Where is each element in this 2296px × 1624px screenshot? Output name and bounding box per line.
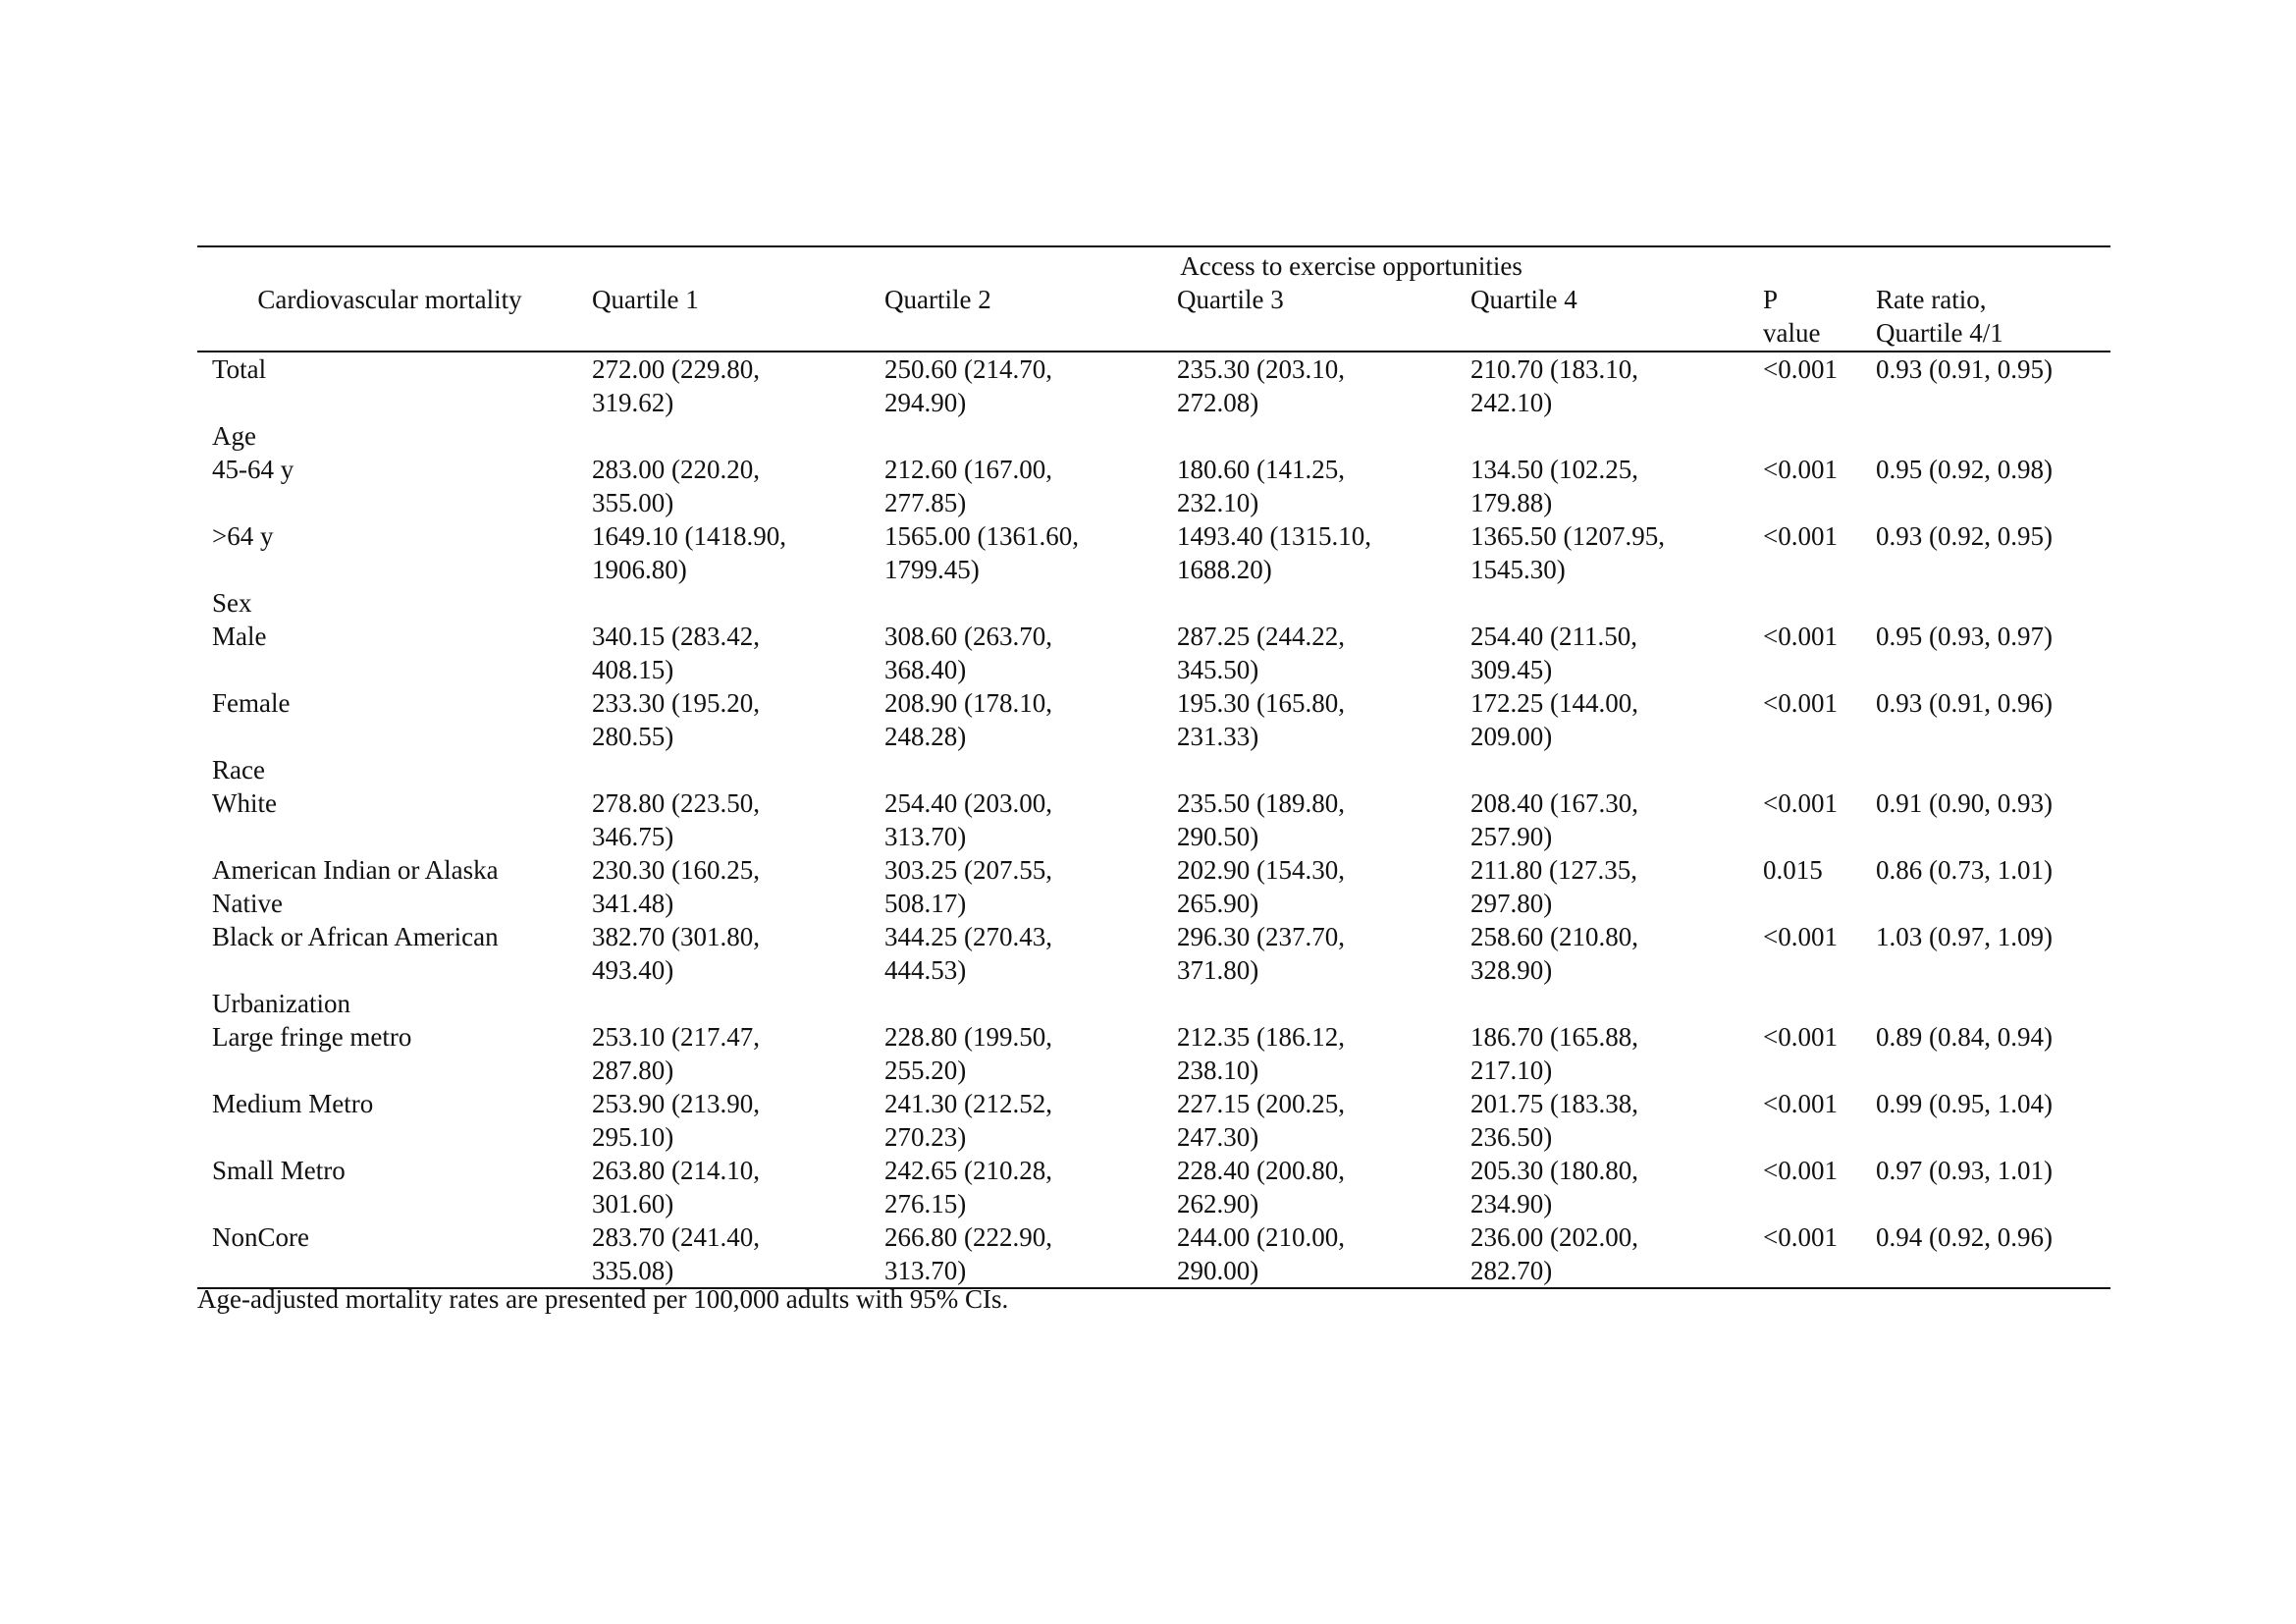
cell-q1: [592, 786, 884, 853]
cell-label: [197, 686, 592, 753]
cell-q4: [1470, 920, 1763, 987]
cell-label-text: Sex: [212, 588, 252, 618]
cell-q3-text: 227.15 (200.25, 247.30): [1177, 1089, 1345, 1152]
cell-q4: [1470, 987, 1763, 1020]
cell-q1: [592, 519, 884, 586]
cell-q3-text: 1493.40 (1315.10, 1688.20): [1177, 521, 1371, 584]
cell-label: [197, 453, 592, 519]
cell-q3-text: 180.60 (141.25, 232.10): [1177, 455, 1345, 517]
cell-q2-text: 344.25 (270.43, 444.53): [884, 922, 1052, 985]
cell-q3-text: 244.00 (210.00, 290.00): [1177, 1222, 1345, 1285]
cell-label-text: >64 y: [212, 521, 274, 551]
cell-q2: [884, 1220, 1177, 1288]
cell-q1: [592, 419, 884, 453]
cell-label: [197, 1087, 592, 1154]
cell-q2: [884, 1087, 1177, 1154]
p-header-line1: P: [1763, 285, 1779, 314]
cell-q2-text: 1565.00 (1361.60, 1799.45): [884, 521, 1079, 584]
cell-label-text: Total: [212, 354, 267, 384]
cell-rr-text: 0.95 (0.93, 0.97): [1876, 622, 2053, 651]
table-footnote: Age-adjusted mortality rates are presented per 100,000 adults with 95% CIs.: [197, 1284, 1009, 1314]
cell-rr: [1876, 1020, 2110, 1087]
cell-label-text: Female: [212, 688, 291, 718]
cell-p: [1763, 686, 1876, 753]
cell-q2-text: 241.30 (212.52, 270.23): [884, 1089, 1052, 1152]
cell-label-text: 45-64 y: [212, 455, 294, 484]
cell-q2: [884, 753, 1177, 786]
table-row: [197, 453, 2110, 519]
table-header: [197, 246, 2110, 352]
cell-label: [197, 1154, 592, 1220]
cell-q1: [592, 1020, 884, 1087]
cell-rr-text: 0.93 (0.91, 0.96): [1876, 688, 2053, 718]
cell-label-text: Age: [212, 421, 256, 451]
cell-p-text: <0.001: [1763, 1222, 1838, 1252]
cell-q3: [1177, 352, 1470, 419]
cell-rr-text: 1.03 (0.97, 1.09): [1876, 922, 2053, 951]
cell-q3: [1177, 920, 1470, 987]
cell-rr: [1876, 686, 2110, 753]
table-row: [197, 853, 2110, 920]
cell-p: [1763, 1154, 1876, 1220]
cell-label-text: White: [212, 788, 277, 818]
cell-q3: [1177, 453, 1470, 519]
table-row: [197, 1020, 2110, 1087]
cell-rr: [1876, 853, 2110, 920]
cell-p: [1763, 920, 1876, 987]
column-header-q1: Quartile 1: [592, 283, 884, 352]
cell-rr: [1876, 519, 2110, 586]
cell-q2: [884, 786, 1177, 853]
cell-q4: [1470, 620, 1763, 686]
cell-rr-text: 0.93 (0.92, 0.95): [1876, 521, 2053, 551]
cell-q4: [1470, 586, 1763, 620]
cell-q3-text: 228.40 (200.80, 262.90): [1177, 1156, 1345, 1218]
cell-q1: [592, 920, 884, 987]
cell-q2: [884, 586, 1177, 620]
table-row: [197, 586, 2110, 620]
cell-q1-text: 230.30 (160.25, 341.48): [592, 855, 760, 918]
cell-q3: [1177, 1154, 1470, 1220]
cell-q3: [1177, 987, 1470, 1020]
cell-q1-text: 272.00 (229.80, 319.62): [592, 354, 760, 417]
table-row: [197, 352, 2110, 419]
cell-q4-text: 254.40 (211.50, 309.45): [1470, 622, 1637, 684]
cell-q2: [884, 352, 1177, 419]
table-row: [197, 987, 2110, 1020]
table-row: [197, 753, 2110, 786]
cell-q3: [1177, 1087, 1470, 1154]
cell-q2: [884, 853, 1177, 920]
cell-p-text: <0.001: [1763, 354, 1838, 384]
cell-q1: [592, 1220, 884, 1288]
cell-p: [1763, 620, 1876, 686]
table-row: [197, 920, 2110, 987]
cell-p: [1763, 1020, 1876, 1087]
cell-label-text: Urbanization: [212, 989, 350, 1018]
cell-p-text: <0.001: [1763, 1156, 1838, 1185]
column-header-q4: Quartile 4: [1470, 283, 1763, 352]
cell-label-text: Large fringe metro: [212, 1022, 412, 1052]
table-row: [197, 1220, 2110, 1288]
cell-q4-text: 134.50 (102.25, 179.88): [1470, 455, 1638, 517]
cell-q4-text: 211.80 (127.35, 297.80): [1470, 855, 1637, 918]
cell-q3: [1177, 786, 1470, 853]
cell-label: [197, 352, 592, 419]
cell-rr: [1876, 753, 2110, 786]
cell-q4-text: 172.25 (144.00, 209.00): [1470, 688, 1638, 751]
cell-label-text: Medium Metro: [212, 1089, 374, 1118]
cell-q2: [884, 1020, 1177, 1087]
cell-rr-text: 0.89 (0.84, 0.94): [1876, 1022, 2053, 1052]
cell-q1: [592, 853, 884, 920]
cell-p-text: <0.001: [1763, 521, 1838, 551]
cell-q1: [592, 987, 884, 1020]
cell-q3: [1177, 853, 1470, 920]
cell-q3: [1177, 1020, 1470, 1087]
mortality-table-container: [197, 245, 2110, 1289]
cell-p-text: <0.001: [1763, 922, 1838, 951]
cell-q4-text: 205.30 (180.80, 234.90): [1470, 1156, 1638, 1218]
cell-p-text: <0.001: [1763, 455, 1838, 484]
cell-label-text: Black or African American: [212, 922, 499, 951]
cell-q4: [1470, 419, 1763, 453]
cell-p: [1763, 753, 1876, 786]
cell-q1-text: 340.15 (283.42, 408.15): [592, 622, 760, 684]
cell-rr: [1876, 620, 2110, 686]
cell-p-text: <0.001: [1763, 622, 1838, 651]
cell-q4: [1470, 686, 1763, 753]
cell-q1-text: 253.90 (213.90, 295.10): [592, 1089, 760, 1152]
cell-q4: [1470, 1220, 1763, 1288]
cell-q4: [1470, 1154, 1763, 1220]
cell-rr: [1876, 1087, 2110, 1154]
cell-q2: [884, 920, 1177, 987]
cell-p: [1763, 1220, 1876, 1288]
spanning-header: Access to exercise opportunities: [592, 246, 2110, 283]
cell-q4-text: 186.70 (165.88, 217.10): [1470, 1022, 1638, 1085]
cell-q1-text: 233.30 (195.20, 280.55): [592, 688, 760, 751]
header-row-spanning: [197, 246, 2110, 283]
column-header-p-value: [1763, 283, 1876, 352]
cell-q3-text: 235.50 (189.80, 290.50): [1177, 788, 1345, 851]
cell-q2-text: 208.90 (178.10, 248.28): [884, 688, 1052, 751]
cell-q4: [1470, 1087, 1763, 1154]
table-row: [197, 1154, 2110, 1220]
cell-q4: [1470, 786, 1763, 853]
cell-q4: [1470, 519, 1763, 586]
cell-q2-text: 266.80 (222.90, 313.70): [884, 1222, 1052, 1285]
header-spacer: [197, 246, 592, 283]
cell-rr: [1876, 987, 2110, 1020]
cell-q2-text: 212.60 (167.00, 277.85): [884, 455, 1052, 517]
cell-rr-text: 0.99 (0.95, 1.04): [1876, 1089, 2053, 1118]
cell-q4: [1470, 453, 1763, 519]
cell-q2-text: 308.60 (263.70, 368.40): [884, 622, 1052, 684]
cell-rr: [1876, 586, 2110, 620]
cell-q1: [592, 1154, 884, 1220]
cell-q2-text: 250.60 (214.70, 294.90): [884, 354, 1052, 417]
cell-q4-text: 236.00 (202.00, 282.70): [1470, 1222, 1638, 1285]
cell-p: [1763, 786, 1876, 853]
rr-header-line2: Quartile 4/1: [1876, 318, 2003, 348]
cell-label: [197, 920, 592, 987]
cell-label-text: Race: [212, 755, 265, 785]
cell-q4-text: 258.60 (210.80, 328.90): [1470, 922, 1638, 985]
cell-label: [197, 853, 592, 920]
cell-p: [1763, 586, 1876, 620]
table-row: [197, 786, 2110, 853]
cell-p: [1763, 987, 1876, 1020]
cell-q3-text: 195.30 (165.80, 231.33): [1177, 688, 1345, 751]
cell-q3-text: 212.35 (186.12, 238.10): [1177, 1022, 1345, 1085]
cell-q1-text: 283.70 (241.40, 335.08): [592, 1222, 760, 1285]
cell-rr: [1876, 1220, 2110, 1288]
p-header-line2: value: [1763, 318, 1821, 348]
cell-q3: [1177, 1220, 1470, 1288]
rr-header-line1: Rate ratio,: [1876, 285, 1987, 314]
column-header-label: Cardiovascular mortality: [197, 283, 592, 352]
cell-q4-text: 201.75 (183.38, 236.50): [1470, 1089, 1638, 1152]
cell-p: [1763, 519, 1876, 586]
cell-q1: [592, 352, 884, 419]
cell-q1: [592, 453, 884, 519]
header-row-columns: [197, 283, 2110, 352]
cell-label: [197, 753, 592, 786]
cell-label: [197, 586, 592, 620]
cell-label: [197, 419, 592, 453]
cell-rr-text: 0.86 (0.73, 1.01): [1876, 855, 2053, 885]
cell-q2: [884, 519, 1177, 586]
cell-q4: [1470, 753, 1763, 786]
cell-q1-text: 278.80 (223.50, 346.75): [592, 788, 760, 851]
cell-q1-text: 263.80 (214.10, 301.60): [592, 1156, 760, 1218]
cell-label: [197, 1020, 592, 1087]
cell-label: [197, 786, 592, 853]
cell-rr-text: 0.95 (0.92, 0.98): [1876, 455, 2053, 484]
cell-q2: [884, 987, 1177, 1020]
cell-label: [197, 1220, 592, 1288]
cell-q4: [1470, 352, 1763, 419]
cell-label-text: Small Metro: [212, 1156, 346, 1185]
cell-q2-text: 228.80 (199.50, 255.20): [884, 1022, 1052, 1085]
cell-p-text: <0.001: [1763, 1089, 1838, 1118]
cell-q2-text: 242.65 (210.28, 276.15): [884, 1156, 1052, 1218]
table-row: [197, 686, 2110, 753]
column-header-q3: Quartile 3: [1177, 283, 1470, 352]
cell-p: [1763, 453, 1876, 519]
cell-q3: [1177, 686, 1470, 753]
cell-rr-text: 0.91 (0.90, 0.93): [1876, 788, 2053, 818]
cell-q1: [592, 586, 884, 620]
column-header-q2: Quartile 2: [884, 283, 1177, 352]
cell-q3-text: 235.30 (203.10, 272.08): [1177, 354, 1345, 417]
cell-p-text: <0.001: [1763, 788, 1838, 818]
cell-p-text: <0.001: [1763, 1022, 1838, 1052]
table-row: [197, 419, 2110, 453]
cell-q4-text: 208.40 (167.30, 257.90): [1470, 788, 1638, 851]
cell-label-text: American Indian or Alaska Native: [212, 855, 499, 918]
cell-label: [197, 987, 592, 1020]
cell-q1: [592, 686, 884, 753]
cell-p-text: <0.001: [1763, 688, 1838, 718]
cell-label: [197, 620, 592, 686]
cell-rr-text: 0.97 (0.93, 1.01): [1876, 1156, 2053, 1185]
cell-q2-text: 254.40 (203.00, 313.70): [884, 788, 1052, 851]
cell-rr-text: 0.94 (0.92, 0.96): [1876, 1222, 2053, 1252]
cell-q3-text: 296.30 (237.70, 371.80): [1177, 922, 1345, 985]
cell-rr: [1876, 1154, 2110, 1220]
cell-rr: [1876, 352, 2110, 419]
cell-q4: [1470, 1020, 1763, 1087]
cell-label-text: NonCore: [212, 1222, 309, 1252]
table-body: [197, 352, 2110, 1288]
table-row: [197, 519, 2110, 586]
mortality-table: [197, 245, 2110, 1289]
cell-p: [1763, 419, 1876, 453]
cell-p: [1763, 1087, 1876, 1154]
cell-q3: [1177, 586, 1470, 620]
cell-q2-text: 303.25 (207.55, 508.17): [884, 855, 1052, 918]
cell-label-text: Male: [212, 622, 267, 651]
cell-q2: [884, 1154, 1177, 1220]
cell-rr: [1876, 419, 2110, 453]
cell-q2: [884, 453, 1177, 519]
cell-rr: [1876, 453, 2110, 519]
cell-q2: [884, 620, 1177, 686]
cell-q3: [1177, 753, 1470, 786]
cell-q4-text: 210.70 (183.10, 242.10): [1470, 354, 1638, 417]
cell-q1-text: 1649.10 (1418.90, 1906.80): [592, 521, 786, 584]
table-row: [197, 620, 2110, 686]
cell-q2: [884, 419, 1177, 453]
cell-q1: [592, 753, 884, 786]
cell-q3: [1177, 419, 1470, 453]
cell-q1: [592, 1087, 884, 1154]
cell-rr-text: 0.93 (0.91, 0.95): [1876, 354, 2053, 384]
cell-q1: [592, 620, 884, 686]
cell-q2: [884, 686, 1177, 753]
cell-label: [197, 519, 592, 586]
cell-q1-text: 283.00 (220.20, 355.00): [592, 455, 760, 517]
cell-rr: [1876, 920, 2110, 987]
column-header-rate-ratio: [1876, 283, 2110, 352]
cell-q3-text: 202.90 (154.30, 265.90): [1177, 855, 1345, 918]
cell-q4-text: 1365.50 (1207.95, 1545.30): [1470, 521, 1665, 584]
cell-q1-text: 382.70 (301.80, 493.40): [592, 922, 760, 985]
cell-rr: [1876, 786, 2110, 853]
table-row: [197, 1087, 2110, 1154]
cell-q1-text: 253.10 (217.47, 287.80): [592, 1022, 760, 1085]
cell-q4: [1470, 853, 1763, 920]
cell-p: [1763, 853, 1876, 920]
cell-q3: [1177, 620, 1470, 686]
cell-q3: [1177, 519, 1470, 586]
cell-q3-text: 287.25 (244.22, 345.50): [1177, 622, 1345, 684]
cell-p-text: 0.015: [1763, 855, 1823, 885]
cell-p: [1763, 352, 1876, 419]
